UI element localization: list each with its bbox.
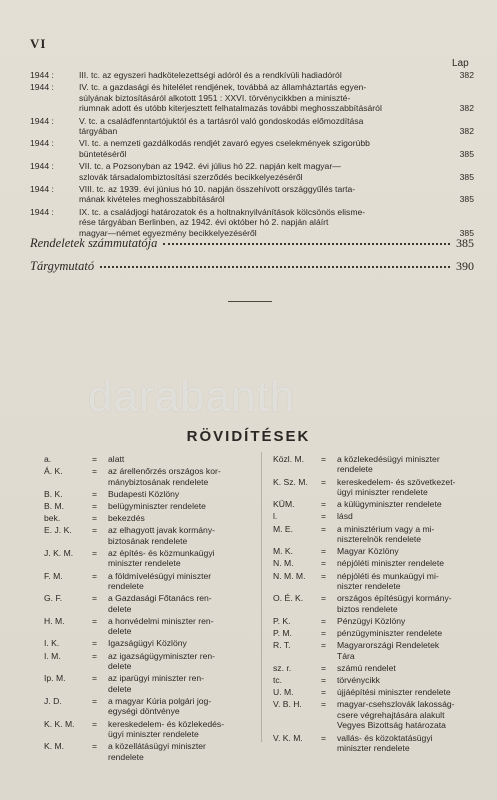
abbreviation-entry: [273, 640, 478, 661]
toc-text: [79, 116, 452, 137]
abbreviation-key: a.: [44, 454, 52, 464]
abbreviation-key: bek.: [44, 513, 61, 524]
abbreviation-entry: [273, 687, 478, 697]
definition-line: alatt: [108, 454, 125, 464]
equals-sign: =: [321, 523, 327, 534]
toc-text-line: rése tárgyában Berlinben, az 1942. évi október hó 2. napján aláírt: [79, 217, 329, 228]
abbreviation-key: U. M.: [273, 687, 294, 698]
toc-year: 1944 :: [30, 70, 54, 80]
section-divider: [228, 301, 272, 302]
toc-year: 1944 :: [30, 82, 54, 93]
definition-line: rendelete: [337, 464, 373, 475]
toc-text-line: riumnak adott és utóbb kiterjesztett felhatalmazás további meghosszabbításáról: [79, 103, 382, 114]
abbreviation-entry: [273, 546, 478, 556]
toc-page-number: 385: [459, 194, 474, 205]
definition-line: országos építésügyi kormány-: [337, 593, 452, 604]
definition-line: mánybiztosának rendelete: [108, 476, 209, 487]
watermark: darabanth: [88, 372, 296, 421]
toc-year: 1944 :: [30, 184, 54, 195]
definition-line: biztos rendelete: [337, 603, 398, 614]
definition-line: az iparügyi miniszter ren-: [108, 673, 204, 684]
equals-sign: =: [92, 650, 98, 661]
abbreviation-entry: [44, 525, 254, 546]
definition-line: a közlekedésügyi miniszter: [337, 454, 440, 464]
abbreviation-definition: [337, 511, 478, 521]
abbreviation-entry: [44, 651, 254, 672]
abbreviation-entry: [44, 638, 254, 648]
equals-sign: =: [92, 593, 98, 604]
equals-sign: =: [92, 718, 98, 729]
abbreviation-key: sz. r.: [273, 662, 292, 673]
abbreviation-definition: [108, 525, 254, 546]
page-number: VI: [30, 36, 47, 51]
abbreviation-entry: [44, 466, 254, 487]
equals-sign: =: [92, 488, 98, 499]
abbreviation-key: K. Sz. M.: [273, 476, 308, 487]
toc-entry: [30, 161, 474, 182]
definition-line: miniszter rendelete: [337, 742, 410, 753]
equals-sign: =: [92, 454, 98, 464]
equals-sign: =: [321, 732, 327, 743]
abbreviation-key: V. K. M.: [273, 732, 303, 743]
abbreviation-entry: [273, 571, 478, 592]
toc-page-number: 382: [459, 103, 474, 114]
abbreviation-definition: [337, 546, 478, 556]
definition-line: az építés- és közmunkaügyi: [108, 548, 215, 559]
toc-page-number: 385: [459, 227, 474, 238]
toc-year: 1944 :: [30, 161, 54, 172]
definition-line: a földmívelésügyi miniszter: [108, 570, 212, 581]
equals-sign: =: [92, 673, 98, 684]
abbreviation-definition: [108, 616, 254, 637]
definition-line: belügyminiszter rendelete: [108, 501, 206, 512]
abbreviation-entry: [44, 719, 254, 740]
abbreviation-key: tc.: [273, 675, 283, 686]
abbreviation-definition: [337, 454, 478, 475]
definition-line: Budapesti Közlöny: [108, 488, 180, 499]
abbreviation-key: R. T.: [273, 640, 291, 651]
equals-sign: =: [321, 640, 327, 651]
abbreviation-definition: [108, 513, 254, 523]
definition-line: biztosának rendelete: [108, 535, 188, 546]
targymutato-page: 390: [456, 259, 474, 273]
toc-page-number: 385: [459, 171, 474, 182]
abbreviation-key: M. K.: [273, 546, 294, 557]
table-of-contents: [30, 70, 474, 240]
abbreviation-definition: [337, 616, 478, 626]
toc-entry: [30, 138, 474, 159]
toc-text-line: súlyának biztosításáról alkotott 1951 : XXVI. törvénycikkben a miniszté-: [79, 92, 351, 103]
abbreviation-key: N. M.: [273, 558, 294, 569]
abbreviation-key: K. K. M.: [44, 718, 75, 729]
abbreviation-entry: [273, 593, 478, 614]
equals-sign: =: [92, 501, 98, 512]
abbreviation-definition: [337, 628, 478, 638]
abbreviation-entry: [44, 673, 254, 694]
toc-page-number: 382: [459, 126, 474, 137]
abbreviation-definition: [108, 651, 254, 672]
equals-sign: =: [92, 695, 98, 706]
toc-text-line: IX. tc. a családjogi határozatok és a holtnaknyilvánítások kölcsönös elisme-: [79, 206, 366, 217]
equals-sign: =: [321, 628, 327, 639]
abbreviation-key: M. E.: [273, 523, 294, 534]
abbreviation-key: Ip. M.: [44, 673, 66, 684]
definition-line: delete: [108, 683, 132, 694]
toc-text-line: VIII. tc. az 1939. évi június hó 10. napján összehívott országgyűlés tarta-: [79, 184, 356, 195]
abbreviation-key: E. J. K.: [44, 525, 72, 536]
definition-line: miniszter rendelete: [108, 558, 181, 569]
equals-sign: =: [92, 513, 98, 524]
abbreviation-key: N. M. M.: [273, 570, 306, 581]
abbreviations-right-column: [273, 454, 478, 755]
abbreviation-definition: [337, 571, 478, 592]
toc-text-line: IV. tc. a gazdasági és hitelélet rendjének, továbbá az államháztartás egyen-: [79, 82, 367, 93]
abbreviations-title: RÖVIDÍTÉSEK: [186, 428, 311, 445]
definition-line: az elhagyott javak kormány-: [108, 525, 215, 536]
toc-text-line: mának kivételes meghosszabbításáról: [79, 194, 225, 205]
abbreviation-key: H. M.: [44, 615, 65, 626]
toc-text: [79, 184, 452, 205]
definition-line: ügyi miniszter rendelete: [108, 728, 199, 739]
abbreviation-definition: [337, 663, 478, 673]
abbreviation-entry: [44, 501, 254, 511]
toc-text-line: VI. tc. a nemzeti gazdálkodás rendjét zavaró egyes cselekmények szigorúbb: [79, 138, 370, 149]
abbreviation-entry: [44, 696, 254, 717]
lap-column-header: Lap: [452, 58, 469, 69]
toc-entry: [30, 207, 474, 238]
toc-year: 1944 :: [30, 115, 54, 126]
abbreviation-entry: [44, 571, 254, 592]
definition-line: delete: [108, 603, 132, 614]
abbreviation-definition: [337, 593, 478, 614]
definition-line: kereskedelem- és közlekedés-: [108, 718, 225, 729]
definition-line: a Gazdasági Főtanács ren-: [108, 593, 212, 604]
definition-line: törvénycikk: [337, 675, 380, 686]
abbreviation-entry: [273, 558, 478, 568]
abbreviation-definition: [108, 741, 254, 762]
abbreviation-key: K. M.: [44, 741, 65, 752]
abbreviation-entry: [44, 593, 254, 614]
abbreviation-definition: [337, 558, 478, 568]
definition-line: lásd: [337, 511, 353, 522]
abbreviation-definition: [337, 687, 478, 697]
definition-line: vallás- és közoktatásügyi: [337, 732, 433, 743]
equals-sign: =: [92, 615, 98, 626]
definition-line: Pénzügyi Közlöny: [337, 615, 406, 626]
toc-text: [79, 207, 452, 238]
definition-line: a minisztérium vagy a mi-: [337, 523, 435, 534]
rendeletek-label: Rendeletek számmutatója: [30, 236, 158, 250]
equals-sign: =: [321, 687, 327, 698]
toc-text: [79, 82, 452, 113]
definition-line: ügyi miniszter rendelete: [337, 487, 428, 498]
abbreviation-key: B. M.: [44, 501, 65, 512]
abbreviation-entry: [273, 628, 478, 638]
abbreviation-definition: [108, 638, 254, 648]
toc-text: [79, 161, 452, 182]
abbreviation-key: l.: [273, 511, 278, 522]
abbreviation-entry: [273, 663, 478, 673]
abbreviation-definition: [108, 548, 254, 569]
abbreviation-definition: [108, 593, 254, 614]
definition-line: újjáépítési miniszter rendelete: [337, 687, 451, 698]
toc-entry: [30, 82, 474, 113]
abbreviation-definition: [108, 719, 254, 740]
toc-text-line: V. tc. a családfenntartójuktól és a tartásról való gondoskodás előmozdítása: [79, 115, 364, 126]
definition-line: Tára: [337, 650, 355, 661]
definition-line: Magyarországi Rendeletek: [337, 640, 440, 651]
definition-line: a külügyminiszter rendelete: [337, 499, 442, 510]
abbreviation-key: Közl. M.: [273, 454, 305, 464]
definition-line: niszter rendelete: [337, 581, 401, 592]
definition-line: bekezdés: [108, 513, 145, 524]
equals-sign: =: [321, 662, 327, 673]
abbreviation-entry: [44, 548, 254, 569]
toc-text-line: III. tc. az egyszeri hadkötelezettségi adóról és a rendkívüli hadiadóról: [79, 70, 342, 80]
definition-line: népjóléti és munkaügyi mi-: [337, 570, 439, 581]
abbreviation-key: B. K.: [44, 488, 63, 499]
equals-sign: =: [321, 499, 327, 510]
rendeletek-page: 385: [456, 236, 474, 250]
abbreviation-definition: [337, 499, 478, 509]
definition-line: Igazságügyi Közlöny: [108, 638, 187, 649]
definition-line: népjóléti miniszter rendelete: [337, 558, 445, 569]
abbreviation-entry: [273, 511, 478, 521]
abbreviation-entry: [273, 454, 478, 475]
definition-line: csere végrehajtására alakult: [337, 709, 445, 720]
abbreviation-key: V. B. H.: [273, 699, 302, 710]
toc-page-number: 382: [459, 70, 474, 80]
definition-line: rendelete: [108, 751, 144, 762]
equals-sign: =: [321, 675, 327, 686]
definition-line: Vegyes Bizottság határozata: [337, 720, 446, 731]
equals-sign: =: [321, 699, 327, 710]
abbreviation-definition: [337, 699, 478, 730]
equals-sign: =: [321, 511, 327, 522]
equals-sign: =: [92, 570, 98, 581]
abbreviation-key: G. F.: [44, 593, 63, 604]
definition-line: számú rendelet: [337, 662, 396, 673]
abbreviation-definition: [108, 489, 254, 499]
abbreviation-entry: [273, 733, 478, 754]
definition-line: a közellátásügyi miniszter: [108, 741, 206, 752]
definition-line: delete: [108, 626, 132, 637]
definition-line: rendelete: [108, 581, 144, 592]
rendeletek-entry: [30, 236, 474, 251]
abbreviation-key: Á. K.: [44, 466, 63, 477]
toc-text-line: tárgyában: [79, 126, 118, 137]
abbreviation-key: J. D.: [44, 695, 62, 706]
abbreviation-entry: [273, 616, 478, 626]
abbreviation-key: I. K.: [44, 638, 60, 649]
dot-leader: [163, 242, 450, 245]
equals-sign: =: [321, 558, 327, 569]
definition-line: pénzügyminiszter rendelete: [337, 628, 443, 639]
toc-text: [79, 70, 452, 80]
equals-sign: =: [92, 638, 98, 649]
abbreviation-definition: [337, 675, 478, 685]
abbreviation-key: J. K. M.: [44, 548, 74, 559]
definition-line: Magyar Közlöny: [337, 546, 399, 557]
abbreviation-definition: [108, 466, 254, 487]
abbreviation-entry: [273, 499, 478, 509]
equals-sign: =: [92, 548, 98, 559]
abbreviation-definition: [108, 454, 254, 464]
definition-line: az igazságügyminiszter ren-: [108, 650, 215, 661]
equals-sign: =: [92, 525, 98, 536]
toc-text: [79, 138, 452, 159]
targymutato-entry: [30, 259, 474, 274]
abbreviation-definition: [108, 501, 254, 511]
column-divider: [261, 452, 262, 742]
equals-sign: =: [321, 570, 327, 581]
abbreviation-key: KÜM.: [273, 499, 295, 510]
equals-sign: =: [321, 454, 327, 464]
abbreviations-left-column: [44, 454, 254, 764]
toc-year: 1944 :: [30, 138, 54, 149]
abbreviation-entry: [273, 477, 478, 498]
definition-line: a magyar Kúria polgári jog-: [108, 695, 212, 706]
abbreviation-entry: [44, 616, 254, 637]
equals-sign: =: [321, 476, 327, 487]
toc-text-line: büntetéséről: [79, 148, 127, 159]
equals-sign: =: [92, 741, 98, 752]
abbreviation-definition: [337, 477, 478, 498]
abbreviation-definition: [108, 571, 254, 592]
definition-line: egységi döntvénye: [108, 706, 180, 717]
equals-sign: =: [321, 546, 327, 557]
definition-line: niszterelnök rendelete: [337, 534, 422, 545]
abbreviation-key: O. É. K.: [273, 593, 304, 604]
toc-entry: [30, 70, 474, 80]
toc-year: 1944 :: [30, 206, 54, 217]
abbreviation-definition: [108, 696, 254, 717]
abbreviation-key: P. M.: [273, 628, 292, 639]
toc-text-line: VII. tc. a Pozsonyban az 1942. évi július hó 22. napján kelt magyar—: [79, 161, 341, 172]
toc-page-number: 385: [459, 148, 474, 159]
definition-line: kereskedelem- és szövetkezet-: [337, 476, 456, 487]
abbreviation-entry: [44, 489, 254, 499]
abbreviation-entry: [44, 454, 254, 464]
toc-text-line: szlovák társadalombiztosítási szerződés becikkelyezéséről: [79, 171, 303, 182]
abbreviation-key: P. K.: [273, 615, 291, 626]
abbreviation-entry: [273, 699, 478, 730]
abbreviation-definition: [337, 640, 478, 661]
abbreviation-key: I. M.: [44, 650, 61, 661]
definition-line: az árellenőrzés országos kor-: [108, 466, 221, 477]
equals-sign: =: [321, 615, 327, 626]
abbreviation-entry: [273, 524, 478, 545]
dot-leader: [100, 265, 450, 268]
equals-sign: =: [92, 466, 98, 477]
abbreviation-definition: [337, 733, 478, 754]
abbreviation-entry: [44, 513, 254, 523]
toc-text-line: magyar—német egyezmény becikkelyezéséről: [79, 227, 257, 238]
toc-entry: [30, 184, 474, 205]
abbreviation-key: F. M.: [44, 570, 63, 581]
abbreviation-entry: [273, 675, 478, 685]
targymutato-label: Tárgymutató: [30, 259, 95, 273]
definition-line: delete: [108, 661, 132, 672]
equals-sign: =: [321, 593, 327, 604]
abbreviation-definition: [108, 673, 254, 694]
abbreviation-entry: [44, 741, 254, 762]
definition-line: a honvédelmi miniszter ren-: [108, 615, 214, 626]
definition-line: magyar-csehszlovák lakosság-: [337, 699, 455, 710]
toc-entry: [30, 116, 474, 137]
abbreviation-definition: [337, 524, 478, 545]
